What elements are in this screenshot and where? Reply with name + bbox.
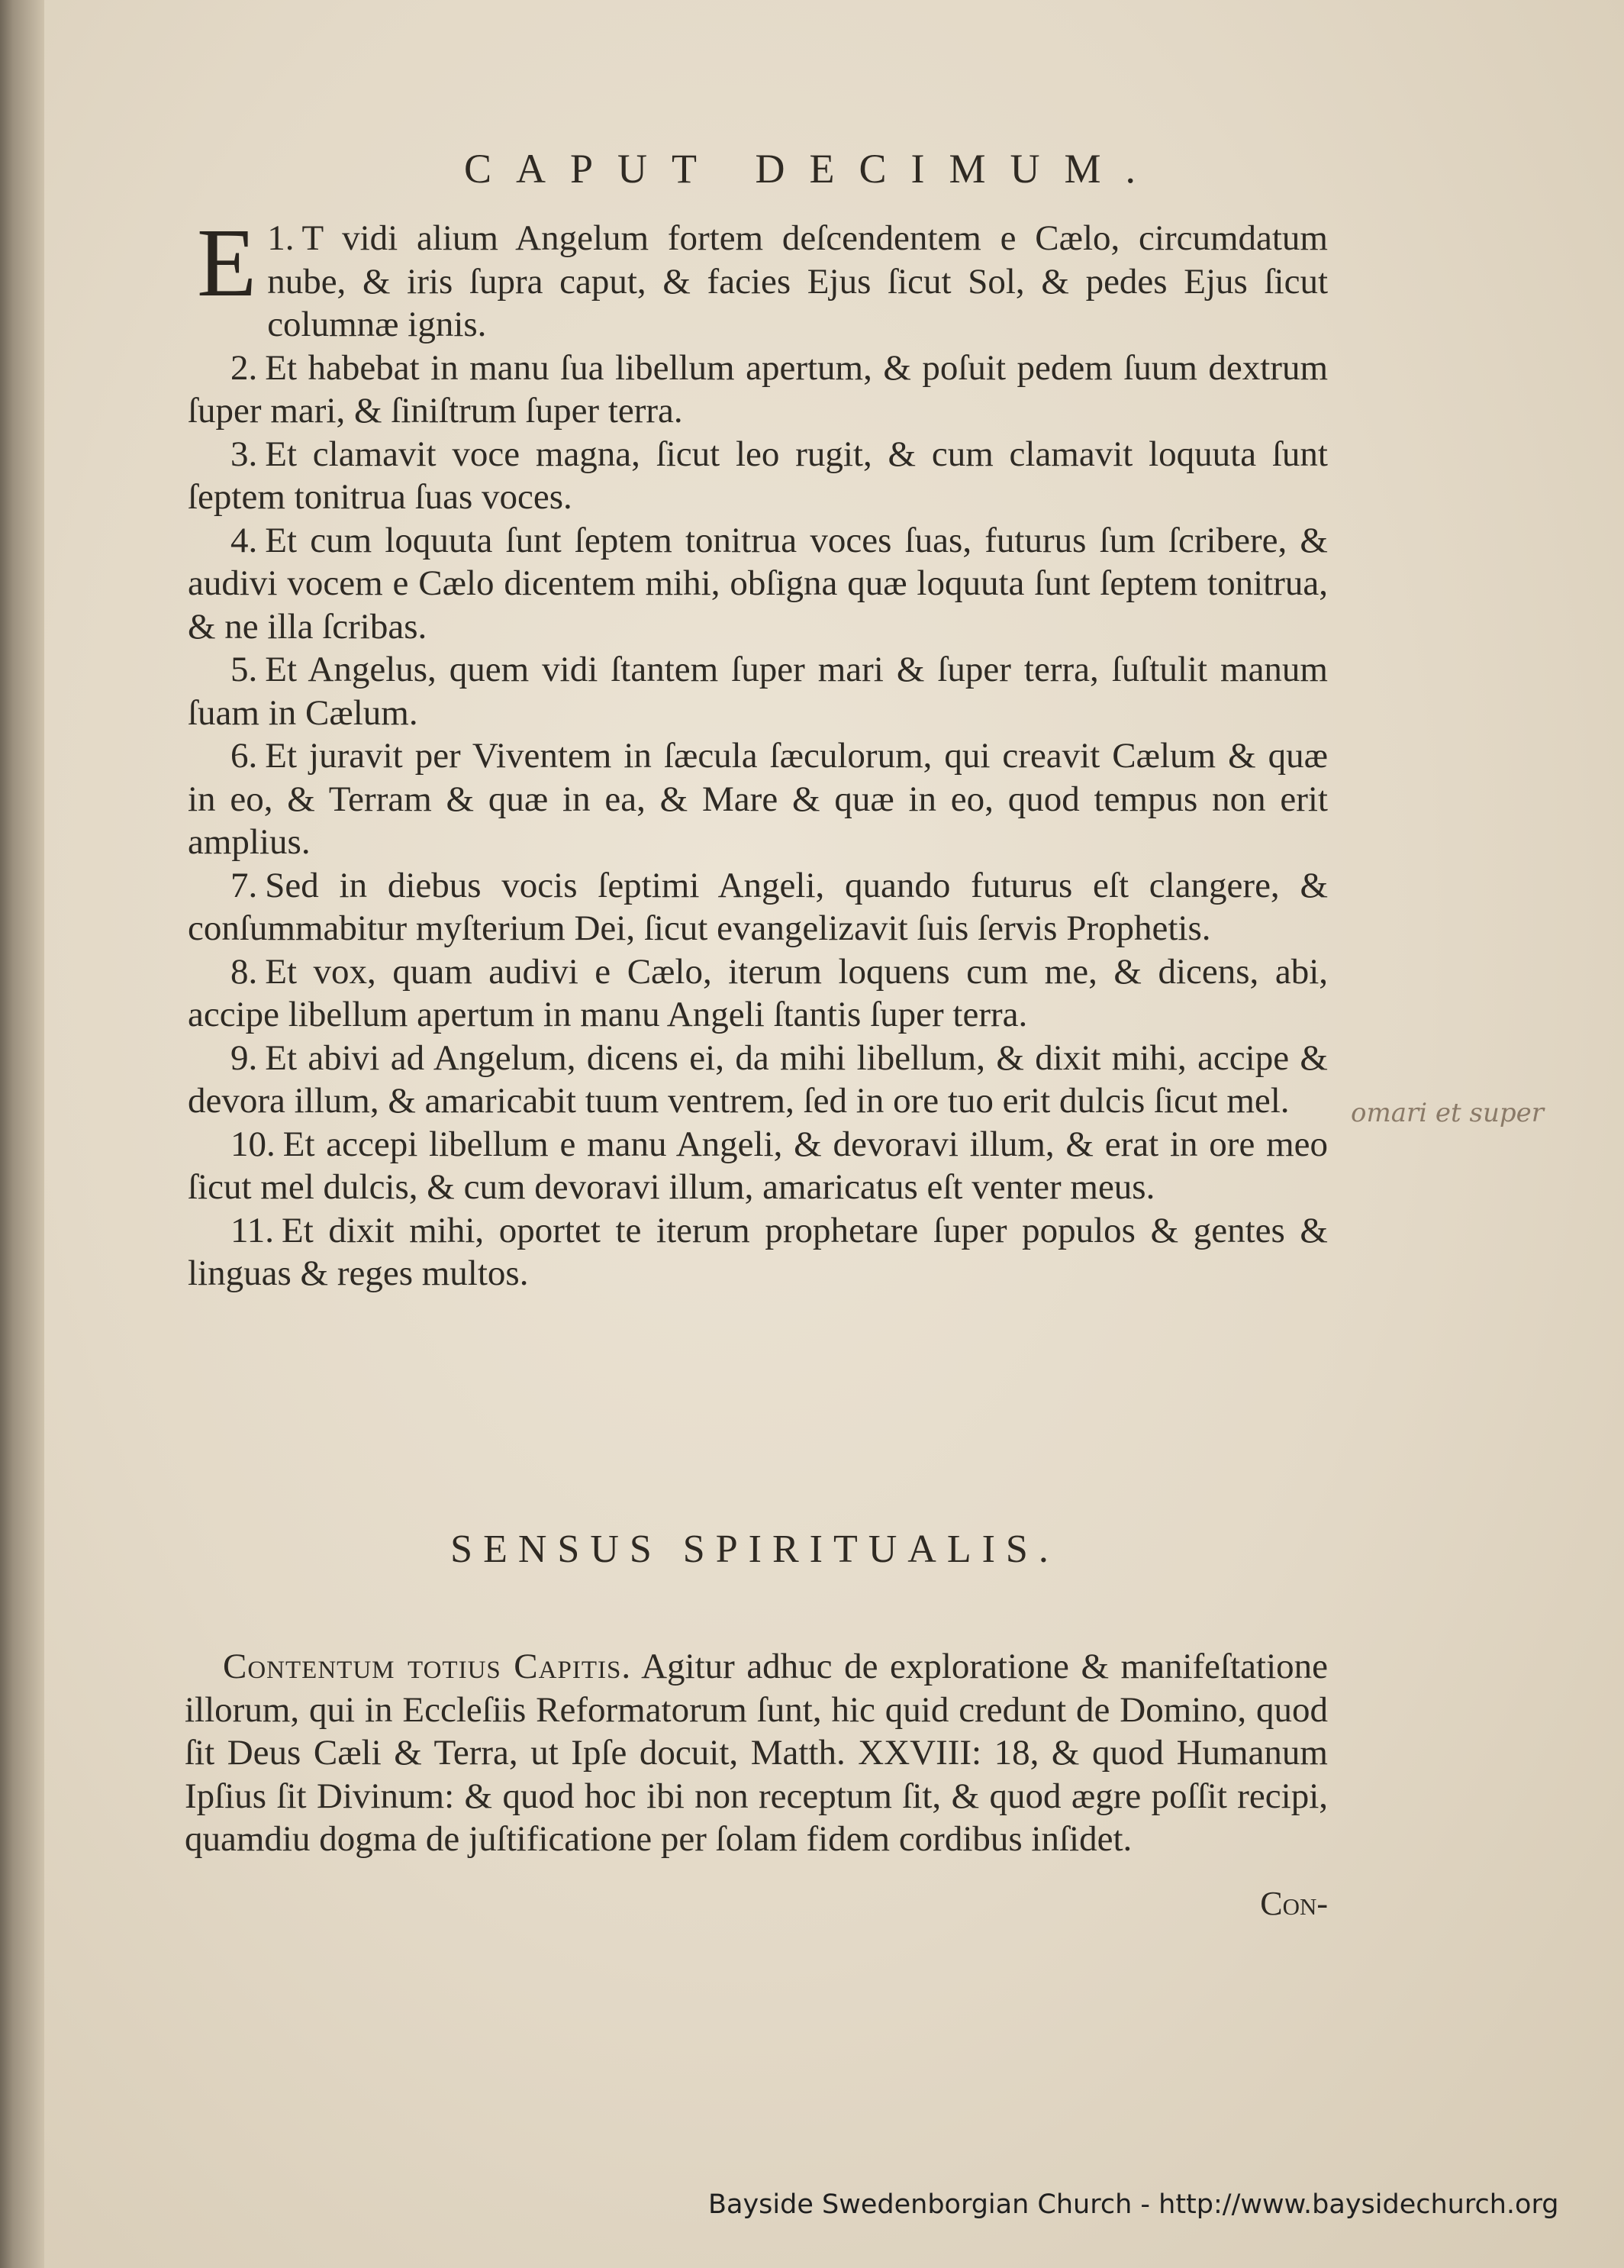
verse-text: Et Angelus, quem vidi ſtantem ſuper mari & ſuper terra, ſuſtulit manum ſuam in Cælum.	[188, 650, 1328, 733]
verse-text: Et dixit mihi, oportet te iterum prophetare ſuper populos & gentes & linguas & reges multos.	[188, 1210, 1328, 1293]
verse-text: Et habebat in manu ſua libellum apertum, & poſuit pedem ſuum dextrum ſuper mari, & ſiniſtrum ſuper terra.	[188, 347, 1328, 431]
verse-number: 5.	[230, 650, 258, 689]
summary-text: Agitur adhuc de exploratione & manifeſtatione illorum, qui in Eccleſiis Reformatorum ſunt, hic quid credunt de Domino, quod ſit Deus Cæli & Terra, ut Ipſe docuit, Matth. XXVIII: 18, & quod Humanum Ipſius ſit Divinum: & quod hoc ibi non receptum ſit, & quod ægre poſſit recipi, quamdiu dogma de juſtificatione per ſolam fidem cordibus inſidet.	[185, 1647, 1328, 1859]
verse-text: Et juravit per Viventem in ſæcula ſæculorum, qui creavit Cælum & quæ in eo, & Terram & quæ in ea, & Mare & quæ in eo, quod tempus non erit amplius.	[188, 736, 1328, 862]
verse-text: Et clamavit voce magna, ſicut leo rugit, & cum clamavit loquuta ſunt ſeptem tonitrua ſuas voces.	[188, 434, 1328, 517]
chapter-summary	[185, 1645, 1328, 1861]
verse-2	[188, 347, 1328, 433]
verse-number: 7.	[230, 865, 258, 905]
verse-8	[188, 950, 1328, 1037]
verse-number: 11.	[230, 1210, 275, 1250]
summary-label: Contentum totius Capitis.	[223, 1647, 632, 1686]
drop-cap: E	[197, 208, 257, 317]
verse-list	[188, 208, 1328, 1295]
verse-number: 6.	[230, 736, 258, 776]
verse-number: 4.	[230, 520, 258, 560]
chapter-heading: CAPUT DECIMUM.	[463, 146, 1161, 192]
verse-3	[188, 433, 1328, 519]
verse-10	[188, 1123, 1328, 1209]
verse-4	[188, 519, 1328, 649]
source-footer: Bayside Swedenborgian Church - http://www.baysidechurch.org	[708, 2189, 1559, 2220]
verse-number: 10.	[230, 1124, 276, 1164]
verse-9	[188, 1037, 1328, 1123]
verse-11	[188, 1209, 1328, 1295]
handwritten-margin-note: omari et super	[1351, 1098, 1544, 1128]
verse-6	[188, 734, 1328, 864]
catchword: Con-	[1260, 1885, 1328, 1922]
verse-text: Et abivi ad Angelum, dicens ei, da mihi libellum, & dixit mihi, accipe & devora illum, & amaricabit tuum ventrem, ſed in ore tuo erit dulcis ſicut mel.	[188, 1037, 1328, 1121]
verse-text: Et cum loquuta ſunt ſeptem tonitrua voces ſuas, futurus ſum ſcribere, & audivi vocem e Cælo dicentem mihi, obſigna quæ loquuta ſunt ſeptem tonitrua, & ne illa ſcribas.	[188, 520, 1328, 647]
verse-7	[188, 864, 1328, 950]
verse-number: 3.	[230, 434, 258, 474]
verse-text: Et accepi libellum e manu Angeli, & devoravi illum, & erat in ore meo ſicut mel dulcis, & cum devoravi illum, amaricatus eſt venter meus.	[188, 1124, 1328, 1207]
verse-5	[188, 648, 1328, 734]
verse-number: 9.	[230, 1037, 258, 1078]
verse-text: Sed in diebus vocis ſeptimi Angeli, quando futurus eſt clangere, & conſummabitur myſterium Dei, ſicut evangelizavit ſuis ſervis Prophetis.	[188, 865, 1328, 948]
verse-text: T vidi alium Angelum fortem deſcendentem e Cælo, circumdatum nube, & iris ſupra caput, & facies Ejus ſicut Sol, & pedes Ejus ſicut columnæ ignis.	[267, 218, 1328, 344]
verse-number: 2.	[230, 347, 258, 388]
verse-number: 8.	[230, 951, 258, 992]
verse-1	[188, 208, 1328, 347]
page-gutter-shadow	[0, 0, 44, 2268]
verse-number: 1.	[267, 218, 295, 258]
verse-text: Et vox, quam audivi e Cælo, iterum loquens cum me, & dicens, abi, accipe libellum apertum in manu Angeli ſtantis ſuper terra.	[188, 951, 1328, 1034]
section-heading: SENSUS SPIRITUALIS.	[450, 1528, 1059, 1571]
